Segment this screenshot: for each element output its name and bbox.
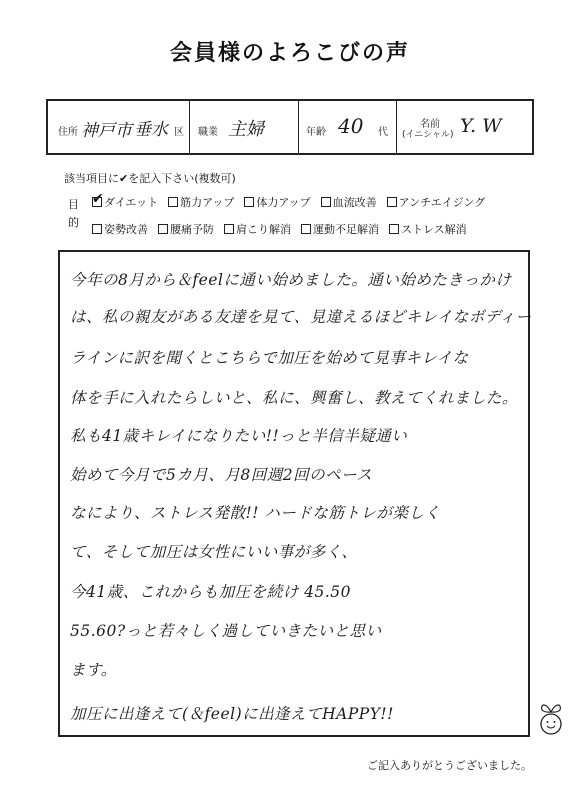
purpose-option-label: ダイエット bbox=[104, 196, 159, 209]
comment-line: 今41歳、これからも加圧を続け 45.50 bbox=[70, 583, 352, 601]
comment-line: て、そして加圧は女性にいい事が多く、 bbox=[70, 543, 358, 561]
purpose-option-label: 血流改善 bbox=[332, 196, 377, 209]
purpose-option[interactable] bbox=[244, 194, 310, 210]
purpose-option-label: 肩こり解消 bbox=[236, 223, 291, 236]
divider bbox=[298, 101, 299, 153]
check-mark-icon: ✔ bbox=[92, 191, 104, 207]
checkbox[interactable] bbox=[224, 224, 234, 234]
checkbox[interactable] bbox=[244, 197, 254, 207]
divider bbox=[189, 101, 190, 153]
member-info-box bbox=[46, 99, 534, 155]
address-ward: 垂水 bbox=[134, 120, 168, 140]
address-label: 住所 bbox=[58, 127, 78, 138]
checkbox[interactable] bbox=[301, 224, 311, 234]
name-value: Y. W bbox=[460, 115, 502, 137]
comment-line: ラインに訳を聞くとこちらで加圧を始めて見事キレイな bbox=[70, 349, 469, 367]
checkbox[interactable] bbox=[168, 197, 178, 207]
purpose-option-label: 腰痛予防 bbox=[170, 223, 214, 236]
comment-line: 今年の8月から＆feelに通い始めました。通い始めたきっかけ bbox=[70, 271, 512, 289]
comment-line: 私も41歳キレイになりたい!!っと半信半疑通い bbox=[70, 427, 408, 445]
purpose-label-top: 目 bbox=[68, 198, 79, 211]
comment-line: 体を手に入れたらしいと、私に、興奮し、教えてくれました。 bbox=[70, 389, 519, 407]
checkbox[interactable] bbox=[92, 224, 102, 234]
purpose-option-label: 体力アップ bbox=[256, 196, 311, 209]
purpose-option[interactable] bbox=[168, 194, 234, 210]
purpose-option[interactable] bbox=[158, 221, 214, 237]
purpose-row-1 bbox=[92, 191, 495, 210]
purpose-option[interactable] bbox=[321, 194, 377, 210]
purpose-option-label: 姿勢改善 bbox=[104, 223, 148, 236]
page-title: 会員様のよろこびの声 bbox=[169, 41, 410, 66]
divider bbox=[396, 101, 397, 153]
purpose-option-label: 運動不足解消 bbox=[313, 223, 379, 236]
purpose-option[interactable] bbox=[92, 221, 148, 237]
purpose-option-label: ストレス解消 bbox=[401, 223, 467, 236]
ward-label: 区 bbox=[174, 127, 184, 138]
purpose-row-2 bbox=[92, 221, 477, 237]
purpose-option[interactable] bbox=[92, 191, 159, 210]
purpose-option[interactable] bbox=[389, 221, 467, 237]
comment-line: ます。 bbox=[70, 661, 117, 679]
purpose-option[interactable] bbox=[224, 221, 291, 237]
sprout-mascot-icon bbox=[536, 698, 566, 736]
checkbox[interactable] bbox=[321, 197, 331, 207]
age-label: 年齢 bbox=[306, 127, 326, 138]
comment-line: は、私の親友がある友達を見て、見違えるほどキレイなボディー bbox=[70, 308, 532, 326]
checkbox[interactable] bbox=[387, 197, 397, 207]
name-label-initials: (イニシャル) bbox=[402, 130, 454, 140]
age-value: 40 bbox=[338, 114, 364, 138]
purpose-option-label: 筋力アップ bbox=[180, 196, 235, 209]
purpose-option[interactable] bbox=[387, 194, 486, 210]
comment-line: 55.60?っと若々しく過していきたいと思い bbox=[70, 622, 382, 640]
purpose-label-bottom: 的 bbox=[68, 216, 79, 229]
address-city: 神戸市 bbox=[81, 121, 132, 141]
checkbox[interactable] bbox=[389, 224, 399, 234]
comment-line: 始めて今月で5カ月、月8回週2回のペース bbox=[70, 466, 373, 484]
comment-line: なにより、ストレス発散!! ハードな筋トレが楽しく bbox=[70, 504, 441, 522]
occupation-value: 主婦 bbox=[228, 119, 264, 140]
purpose-option-label: アンチエイジング bbox=[398, 196, 486, 209]
thank-you-text: ご記入ありがとうございました。 bbox=[367, 759, 532, 772]
age-unit: 代 bbox=[378, 127, 388, 138]
checkbox[interactable] bbox=[92, 191, 104, 207]
comment-line: 加圧に出逢えて(＆feel)に出逢えてHAPPY!! bbox=[70, 705, 394, 723]
name-label: 名前 bbox=[420, 119, 440, 130]
occupation-label: 職業 bbox=[198, 127, 218, 138]
checkbox[interactable] bbox=[158, 224, 168, 234]
purpose-option[interactable] bbox=[301, 221, 379, 237]
instruction-text: 該当項目に✔を記入下さい(複数可) bbox=[64, 172, 236, 185]
